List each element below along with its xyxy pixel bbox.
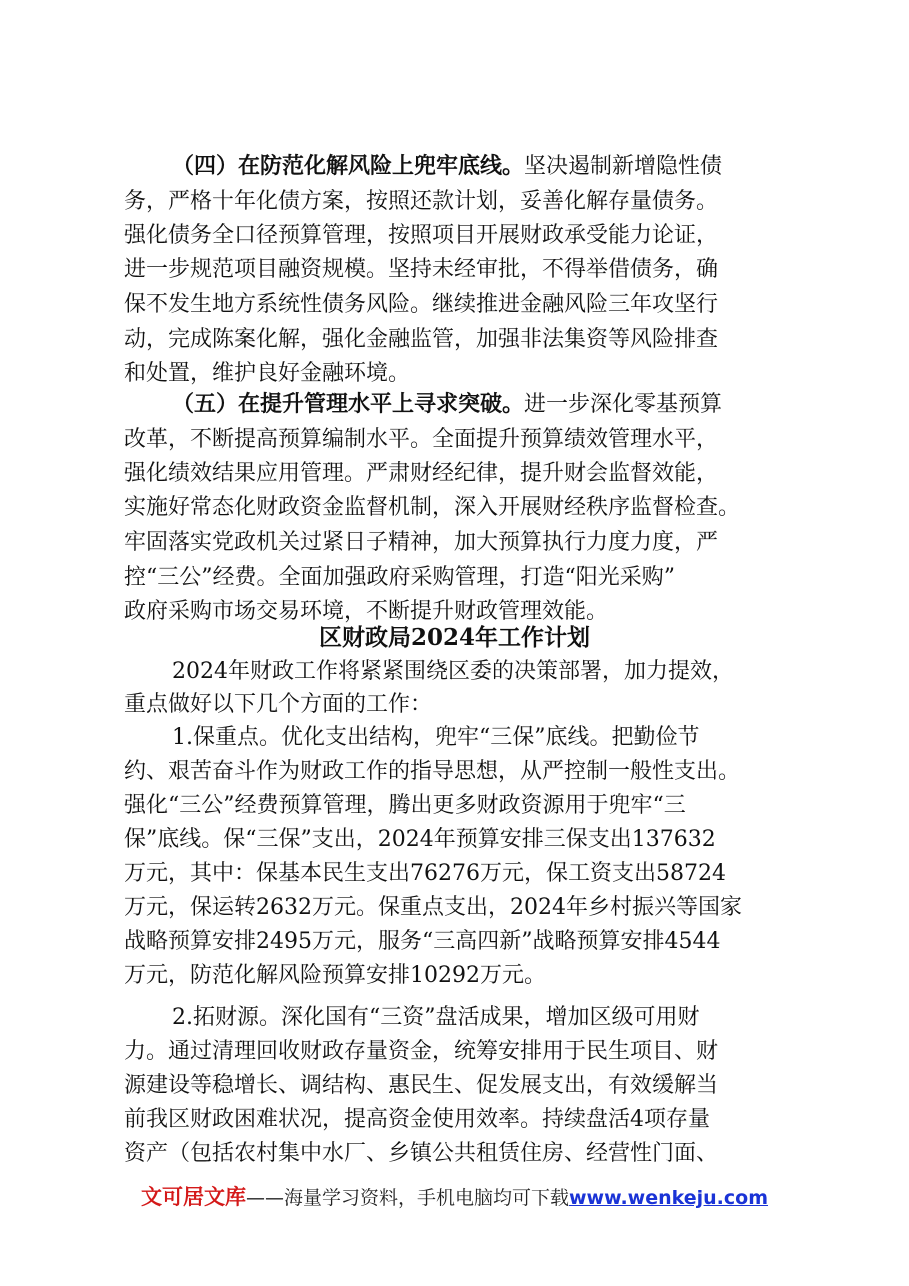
item1-line: 强化“三公”经费预算管理，腾出更多财政资源用于兜牢“三 (124, 793, 686, 818)
section4-first-line (172, 148, 722, 184)
item1-line: 战略预算安排2495万元，服务“三高四新”战略预算安排4544 (124, 929, 721, 954)
footer-link[interactable]: www.wenkeju.com (569, 1187, 769, 1209)
item1-line: 万元，其中：保基本民生支出76276万元，保工资支出58724 (124, 861, 726, 886)
item1-line: 保”底线。保“三保”支出，2024年预算安排三保支出137632 (124, 827, 716, 852)
paragraph-line: 强化绩效结果应用管理。严肃财经纪律，提升财会监督效能， (124, 461, 719, 486)
item2-line: 资产（包括农村集中水厂、乡镇公共租赁住房、经营性门面、 (124, 1141, 719, 1166)
paragraph-line: 政府采购市场交易环境，不断提升财政管理效能。 (124, 599, 609, 624)
paragraph-line: 动，完成陈案化解，强化金融监管，加强非法集资等风险排查 (124, 327, 719, 352)
footer-banner (0, 1180, 909, 1214)
item1-line: 约、艰苦奋斗作为财政工作的指导思想，从严控制一般性支出。 (124, 759, 741, 784)
footer-tagline: ——海量学习资料，手机电脑均可下载 (245, 1187, 569, 1209)
paragraph-line: 牢固落实党政机关过紧日子精神，加大预算执行力度力度，严 (124, 530, 719, 555)
paragraph-line: 控“三公”经费。全面加强政府采购管理，打造“阳光采购” (124, 565, 675, 590)
item2-line: 前我区财政困难状况，提高资金使用效率。持续盘活4项存量 (124, 1107, 710, 1132)
paragraph-line: 进一步规范项目融资规模。坚持未经审批，不得举借债务，确 (124, 257, 719, 282)
item2-line: 源建设等稳增长、调结构、惠民生、促发展支出，有效缓解当 (124, 1073, 719, 1098)
item1-line: 万元，保运转2632万元。保重点支出，2024年乡村振兴等国家 (124, 895, 742, 920)
paragraph-line: 实施好常态化财政资金监督机制，深入开展财经秩序监督检查。 (124, 495, 741, 520)
section5-heading: （五）在提升管理水平上寻求突破。 (172, 391, 525, 417)
paragraph-line: 务，严格十年化债方案，按照还款计划，妥善化解存量债务。 (124, 189, 719, 214)
paragraph-line: 强化债务全口径预算管理，按照项目开展财政承受能力论证， (124, 223, 719, 248)
paragraph-line: 和处置，维护良好金融环境。 (124, 361, 411, 386)
item2-line: 2.拓财源。深化国有“三资”盘活成果，增加区级可用财 (172, 1005, 700, 1030)
section4-heading: （四）在防范化解风险上兜牢底线。 (172, 153, 525, 179)
plan-title: 区财政局2024年工作计划 (318, 624, 590, 651)
paragraph-line: 保不发生地方系统性债务风险。继续推进金融风险三年攻坚行 (124, 292, 719, 317)
intro-line: 2024年财政工作将紧紧围绕区委的决策部署，加力提效， (172, 659, 734, 684)
section4-text: 坚决遏制新增隐性债 (524, 154, 723, 179)
item1-line: 万元，防范化解风险预算安排10292万元。 (124, 963, 546, 988)
section5-text: 进一步深化零基预算 (524, 392, 723, 417)
paragraph-line: 改革，不断提高预算编制水平。全面提升预算绩效管理水平， (124, 427, 719, 452)
footer-brand: 文可居文库 (140, 1185, 246, 1209)
item1-line: 1.保重点。优化支出结构，兜牢“三保”底线。把勤俭节 (172, 725, 700, 750)
intro-line: 重点做好以下几个方面的工作： (124, 692, 433, 717)
section5-first-line (172, 386, 722, 422)
item2-line: 力。通过清理回收财政存量资金，统筹安排用于民生项目、财 (124, 1039, 719, 1064)
